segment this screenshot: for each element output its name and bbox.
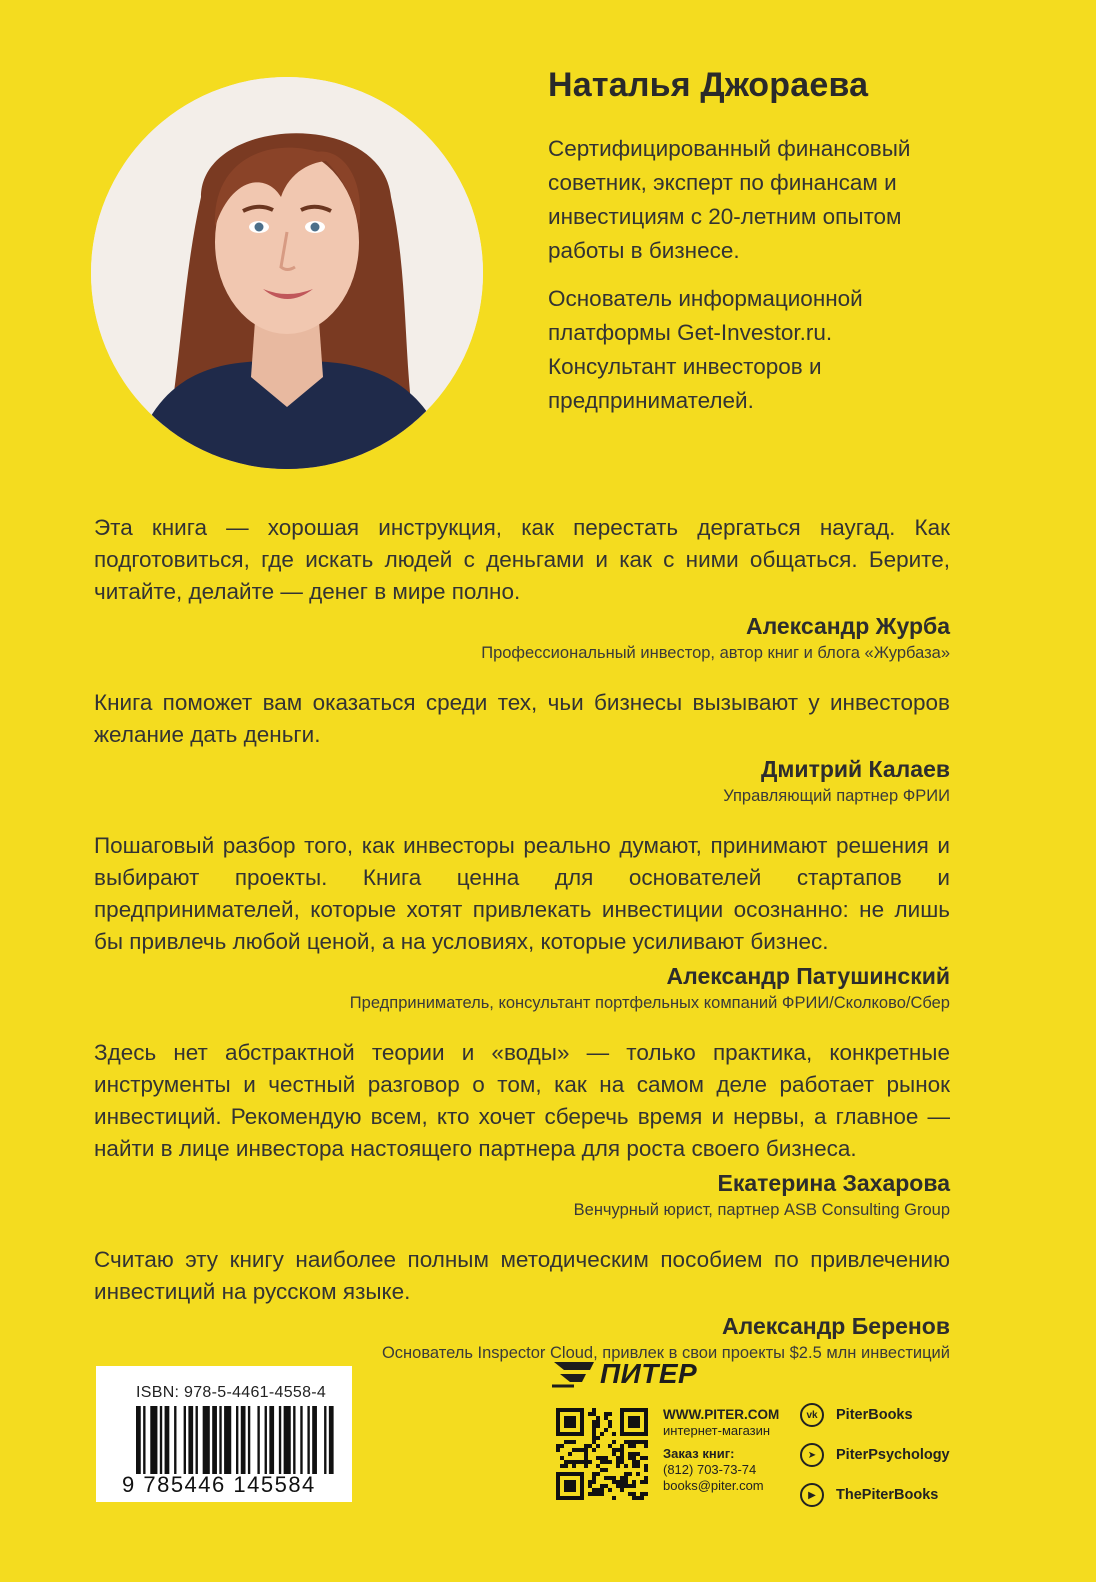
author-name: Наталья Джораева: [548, 66, 869, 104]
review: [94, 1037, 950, 1222]
order-info: [663, 1446, 764, 1494]
reviewer-role: Управляющий партнер ФРИИ: [723, 787, 950, 805]
publisher-logo-text: ПИТЕР: [600, 1358, 698, 1389]
review-quote: Эта книга — хорошая инструкция, как перестать дергаться наугад. Как подготовиться, где искать людей с деньгами и как с ними общаться. Берите, читайте, делайте — денег в мире полно.: [94, 515, 950, 604]
reviewer-role: Профессиональный инвестор, автор книг и блога «Журбаза»: [481, 644, 950, 662]
author-bio-paragraph: Основатель информационной платформы Get-Investor.ru. Консультант инвесторов и предпринимателей.: [548, 286, 863, 413]
author-bio-paragraph: Сертифицированный финансовый советник, эксперт по финансам и инвестициям с 20-летним опытом работы в бизнесе.: [548, 136, 911, 263]
review: [94, 512, 950, 665]
publisher-site: [663, 1407, 779, 1439]
review-quote: Пошаговый разбор того, как инвесторы реально думают, принимают решения и выбирают проекты. Книга ценна для основателей стартапов и предпринимателей, которые хотят привлекать инвестиции осознанно: не лишь бы привлечь любой ценой, а на условиях, которые усиливают бизнес.: [94, 833, 950, 954]
isbn-barcode-box: [96, 1366, 352, 1502]
reviewer-name: Александр Журба: [745, 613, 950, 639]
qr-code-icon[interactable]: [556, 1408, 648, 1500]
review: [94, 1244, 950, 1365]
author-portrait-illustration: [91, 77, 483, 469]
social-link-telegram[interactable]: [800, 1440, 950, 1470]
social-label: PiterPsychology: [836, 1447, 950, 1463]
barcode-icon: [136, 1406, 336, 1474]
review-quote: Книга поможет вам оказаться среди тех, чьи бизнесы вызывают у инвесторов желание дать деньги.: [94, 690, 950, 747]
review: [94, 687, 950, 808]
publisher-site-url[interactable]: WWW.PITER.COM: [663, 1407, 780, 1422]
review: [94, 830, 950, 1015]
reviewer-name: Дмитрий Калаев: [761, 756, 950, 782]
reviewer-name: Александр Беренов: [722, 1313, 950, 1339]
reviewer-role: Основатель Inspector Cloud, привлек в свои проекты $2.5 млн инвестиций: [381, 1344, 950, 1362]
publisher-logo: [550, 1358, 697, 1390]
social-links: [800, 1400, 950, 1520]
review-quote: Считаю эту книгу наиболее полным методическим пособием по привлечению инвестиций на русском языке.: [94, 1247, 950, 1304]
social-label: ThePiterBooks: [836, 1487, 939, 1503]
order-email[interactable]: books@piter.com: [663, 1478, 764, 1493]
order-phone: (812) 703-73-74: [663, 1462, 757, 1477]
piter-logo-icon: [550, 1360, 596, 1388]
vk-icon: vk: [800, 1403, 824, 1427]
isbn-label: ISBN: 978-5-4461-4558-4: [136, 1384, 327, 1401]
social-link-youtube[interactable]: [800, 1480, 950, 1510]
reviews-list: [94, 512, 950, 1387]
reviewer-role: Венчурный юрист, партнер ASB Consulting Group: [573, 1201, 950, 1219]
author-bio: [548, 132, 948, 432]
review-quote: Здесь нет абстрактной теории и «воды» — только практика, конкретные инструменты и честный разговор о том, как на самом деле работает рынок инвестиций. Рекомендую всем, кто хочет сберечь время и нервы, а главное — найти в лице инвестора настоящего партнера для роста своего бизнеса.: [94, 1040, 950, 1161]
publisher-site-caption: интернет-магазин: [663, 1423, 771, 1438]
social-link-vk[interactable]: [800, 1400, 950, 1430]
reviewer-role: Предприниматель, консультант портфельных компаний ФРИИ/Сколково/Сбер: [349, 994, 950, 1012]
social-label: PiterBooks: [836, 1407, 913, 1423]
telegram-icon: ➤: [800, 1443, 824, 1467]
reviewer-name: Александр Патушинский: [666, 963, 950, 989]
reviewer-name: Екатерина Захарова: [717, 1170, 950, 1196]
play-icon: ▶: [800, 1483, 824, 1507]
barcode-digits: 9 785446 145584: [122, 1472, 316, 1497]
author-photo: [91, 77, 483, 469]
order-title: Заказ книг:: [663, 1446, 735, 1461]
